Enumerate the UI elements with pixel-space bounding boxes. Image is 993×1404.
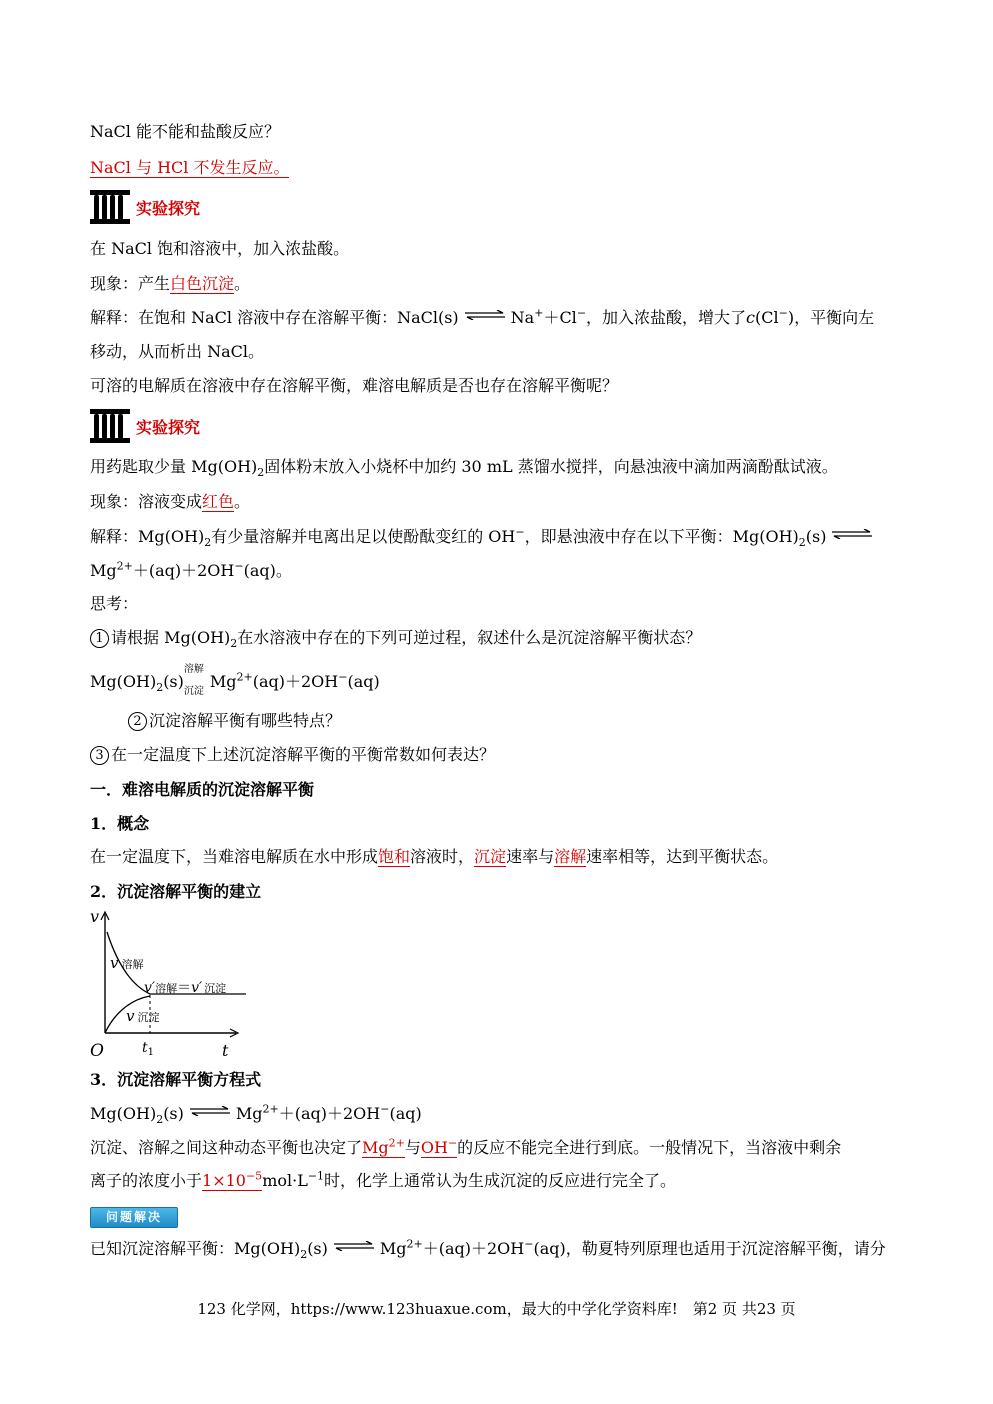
- test-tubes-icon: [90, 190, 130, 224]
- equation-2: $Mg(OH)_2(s)$ $Mg^{2+}+(aq)+2OH^-(aq)$: [90, 1102, 422, 1127]
- final-line: 已知沉淀溶解平衡：$Mg(OH)_2(s)$ $Mg^{2+}+(aq)+2OH^-(aq)$，勒夏特列原理也适用于沉淀溶解平衡，请分: [90, 1237, 886, 1262]
- axis-t-label: t: [222, 1041, 229, 1060]
- exp1-phenomenon: 现象：产生白色沉淀。: [90, 274, 251, 293]
- think-item-2: 2 沉淀溶解平衡有哪些特点？: [128, 709, 341, 733]
- think-label: 思考：: [90, 594, 139, 613]
- exp2-explanation: 解释：$Mg(OH)_2$有少量溶解并电离出足以使酚酞变红的 OH−，即悬浊液中存在以下平衡：$Mg(OH)_2(s)$: [90, 525, 878, 549]
- subsection-establishment: 2．沉淀溶解平衡的建立: [90, 882, 262, 901]
- equation-1: $Mg(OH)_2(s)$ 溶解 沉淀 $Mg^{2+}(aq)+2OH^-(aq)$: [90, 664, 380, 697]
- page-footer: 123 化学网，https://www.123huaxue.com，最大的中学化学资料库! 第2 页 共23 页: [197, 1300, 796, 1318]
- exp2-intro: 用药匙取少量 $Mg(OH)_2$固体粉末放入小烧杯中加约 30 mL 蒸馏水搅拌，向悬浊液中滴加两滴酚酞试液。: [90, 457, 838, 480]
- exp1-explanation: 解释：在饱和 NaCl 溶液中存在溶解平衡：NaCl(s) Na+＋Cl−，加入浓盐酸，增大了c(Cl−)，平衡向左: [90, 306, 875, 327]
- section-heading: 一．难溶电解质的沉淀溶解平衡: [90, 780, 315, 799]
- experiment-badge: 实验探究: [90, 409, 200, 443]
- question-2: 可溶的电解质在溶液中存在溶解平衡，难溶电解质是否也存在溶解平衡呢？: [90, 376, 619, 395]
- v-precipitate-label: v 沉淀: [126, 1007, 160, 1025]
- origin-label: O: [90, 1041, 104, 1060]
- equilibrium-arrow-icon: [832, 529, 872, 539]
- test-tubes-icon: [90, 409, 130, 443]
- equilibrium-arrow-icon: [465, 310, 505, 320]
- equilibrium-arrow-icon: [334, 1241, 374, 1251]
- v-equal-label: v′溶解＝v′ 沉淀: [144, 980, 227, 996]
- paragraph-line-2: 离子的浓度小于$1\times 10^{-5}mol\cdot L^{-1}$时，化学上通常认为生成沉淀的反应进行完全了。: [90, 1169, 677, 1190]
- exp2-explanation-cont: $Mg^{2+}+(aq)+2OH^-(aq)$。: [90, 559, 292, 580]
- subsection-concept: 1．概念: [90, 814, 150, 833]
- answer-line: NaCl 与 HCl 不发生反应。: [90, 158, 290, 177]
- v-dissolve-label: v 溶解: [110, 954, 144, 972]
- question-line: NaCl 能不能和盐酸反应？: [90, 122, 280, 141]
- think-item-1: 1 请根据 $Mg(OH)_2$在水溶液中存在的下列可逆过程，叙述什么是沉淀溶解平衡状态？: [90, 626, 701, 650]
- rate-time-graph: [88, 906, 248, 1060]
- axis-v-label: v: [90, 907, 100, 926]
- concept-text: 在一定温度下，当难溶电解质在水中形成饱和溶液时，沉淀速率与溶解速率相等，达到平衡状态。: [90, 847, 779, 866]
- think-item-3: 3 在一定温度下上述沉淀溶解平衡的平衡常数如何表达？: [90, 743, 495, 767]
- equilibrium-arrow-icon: [190, 1106, 230, 1116]
- exp1-explanation-cont: 移动，从而析出 NaCl。: [90, 342, 264, 361]
- problem-solving-badge: 问题解决: [90, 1207, 178, 1228]
- subsection-equation: 3．沉淀溶解平衡方程式: [90, 1070, 262, 1089]
- experiment-badge: 实验探究: [90, 190, 200, 224]
- t1-label: $t_1$: [142, 1040, 155, 1058]
- exp2-phenomenon: 现象：溶液变成红色。: [90, 492, 251, 511]
- paragraph-line-1: 沉淀、溶解之间这种动态平衡也决定了$Mg^{2+}$与OH−的反应不能完全进行到底。一般情况下，当溶液中剩余: [90, 1136, 842, 1157]
- exp1-intro: 在 NaCl 饱和溶液中，加入浓盐酸。: [90, 239, 350, 258]
